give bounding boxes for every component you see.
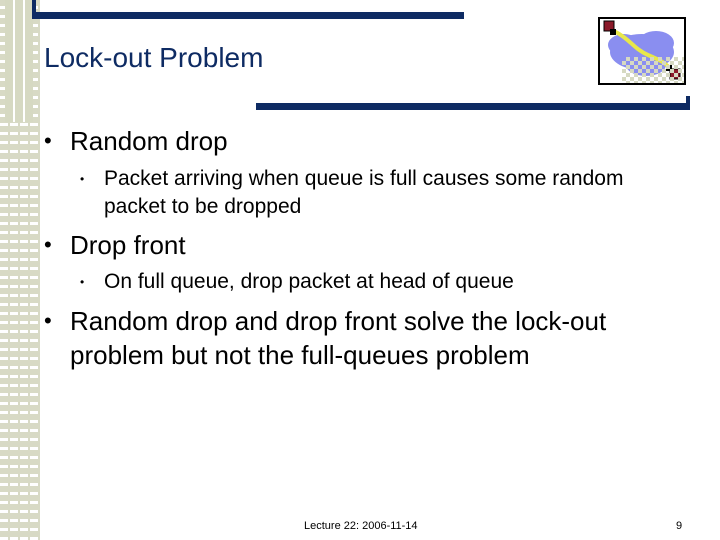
logo-checker-decoration — [622, 57, 684, 83]
footer-page-number: 9 — [676, 520, 683, 532]
sub-bullet-dot: • — [80, 275, 85, 289]
sub-bullet-text-line1: Packet arriving when queue is full causes some random — [104, 167, 624, 190]
bullet-dot: • — [44, 308, 52, 333]
top-rule — [32, 12, 464, 19]
bullet-text-line2: problem but not the full-queues problem — [70, 340, 530, 370]
logo — [598, 17, 686, 85]
sub-bullet-text-line2: packet to be dropped — [104, 195, 302, 218]
slide-title: Lock-out Problem — [44, 42, 264, 73]
left-decoration-column — [5, 0, 33, 122]
footer-lecture: Lecture 22: 2006-11-14 — [304, 520, 418, 532]
sub-bullet-text: On full queue, drop packet at head of queue — [104, 270, 514, 293]
bullet-text-line1: Random drop and drop front solve the lock-out — [70, 306, 607, 336]
title-rule — [256, 103, 688, 110]
sub-bullet-dot: • — [80, 172, 85, 186]
bullet-text: Drop front — [70, 230, 186, 260]
bullet-text: Random drop — [70, 126, 228, 156]
bullet-dot: • — [44, 232, 52, 257]
bullet-dot: • — [44, 128, 52, 153]
top-rule-post — [32, 0, 36, 19]
title-rule-post — [686, 96, 690, 110]
